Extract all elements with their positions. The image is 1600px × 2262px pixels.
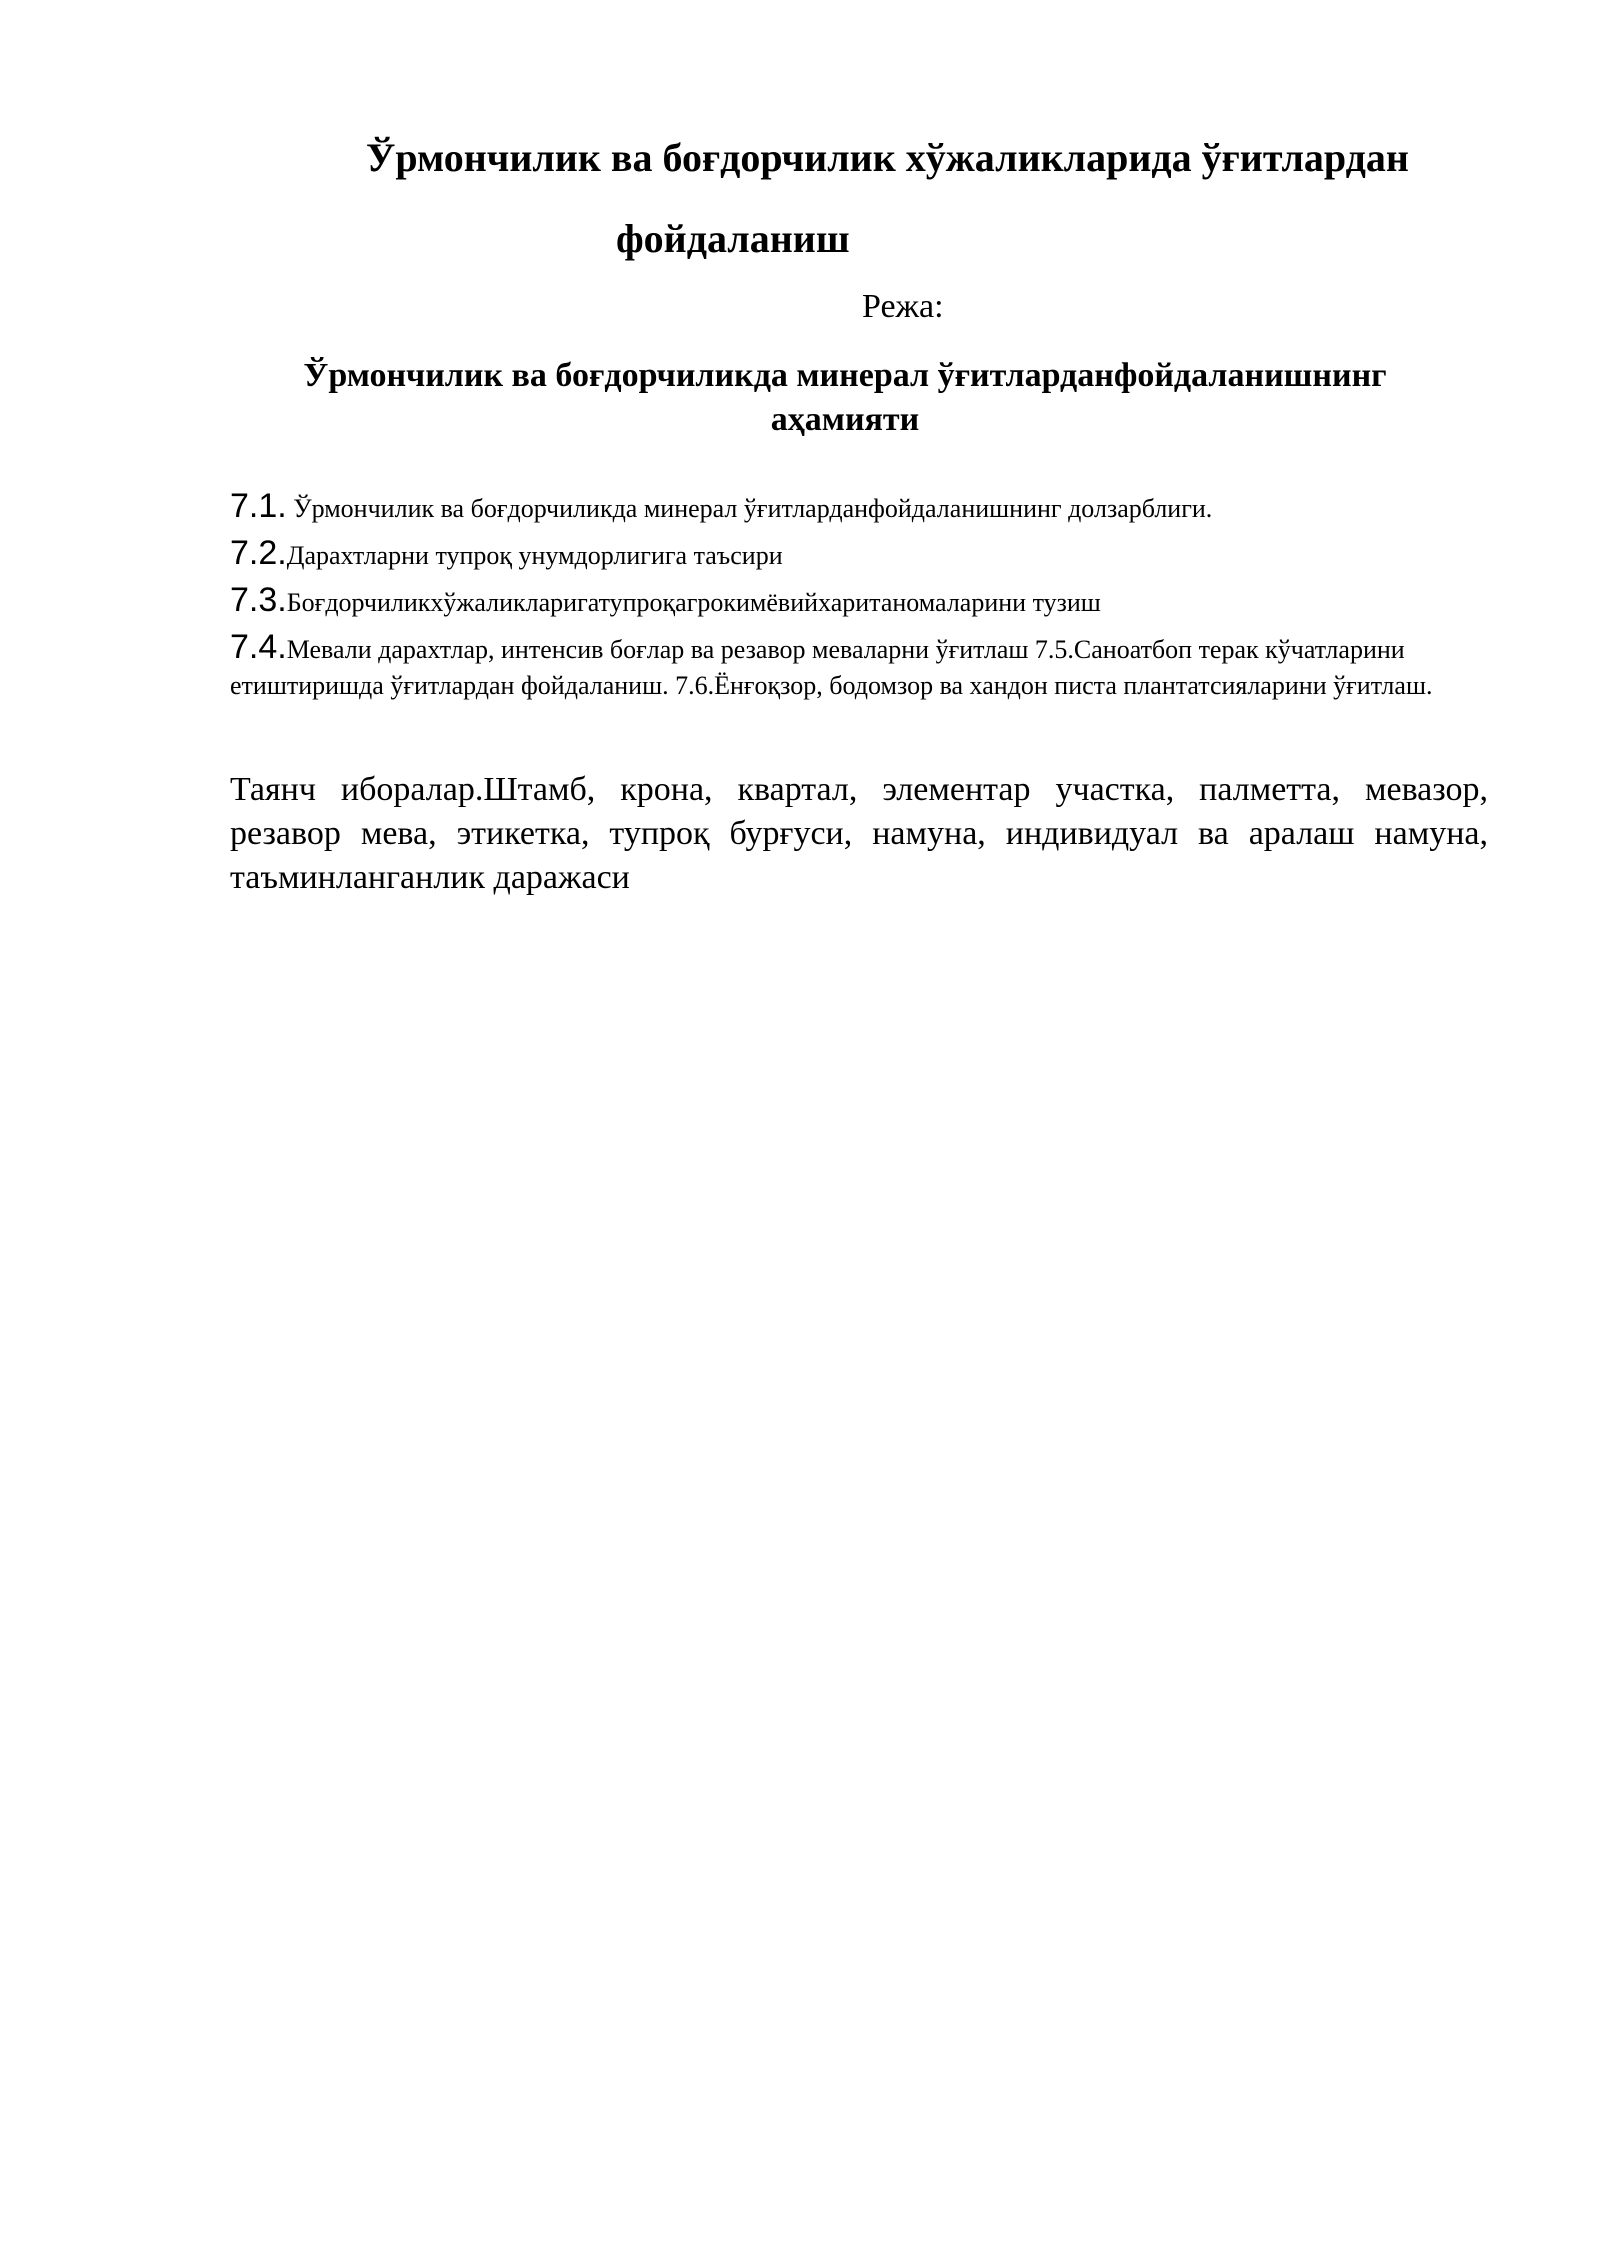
plan-item-text: Мевали дарахтлар, интенсив боғлар ва резавор меваларни ўғитлаш 7.5.Саноатбоп терак кўчатларини етиштиришда ўғитлардан фойдаланиш. 7.6.Ёнғоқзор, бодомзор ва хандон писта плантатсияларини ўғитлаш.: [230, 635, 1433, 700]
plan-item-text: Дарахтларни тупроқ унумдорлигига таъсири: [286, 541, 783, 570]
document-title-line-2: фойдаланиш: [616, 216, 850, 261]
plan-item-text: Ўрмончилик ва боғдорчиликда минерал ўғитларданфойдаланишнинг долзарблиги.: [286, 494, 1213, 523]
plan-item: [230, 629, 1480, 704]
plan-item: [230, 488, 1480, 527]
plan-item: [230, 535, 1480, 574]
section-subtitle: Ўрмончилик ва боғдорчиликда минерал ўғитларданфойдаланишнинг аҳамияти: [303, 357, 1387, 438]
plan-item: [230, 582, 1480, 621]
plan-heading: Режа:: [862, 288, 944, 325]
plan-item-number: 7.3.: [230, 581, 287, 619]
document-title-line-1: Ўрмончилик ва боғдорчилик хўжаликларида ўғитлардан: [366, 135, 1409, 180]
plan-item-text: Боғдорчиликхўжаликларигатупроқагрокимёвийхаританомаларини тузиш: [286, 588, 1101, 617]
plan-list: [230, 488, 1480, 712]
plan-item-number: 7.4.: [230, 628, 287, 666]
plan-item-number: 7.2.: [230, 534, 287, 572]
keywords-paragraph: Таянч иборалар.Штамб, крона, квартал, элементар участка, палметта, мевазор, резавор мева, этикетка, тупроқ бурғуси, намуна, индивидуал ва аралаш намуна, таъминланганлик даражаси: [230, 771, 1488, 896]
plan-item-number: 7.1.: [230, 487, 287, 525]
